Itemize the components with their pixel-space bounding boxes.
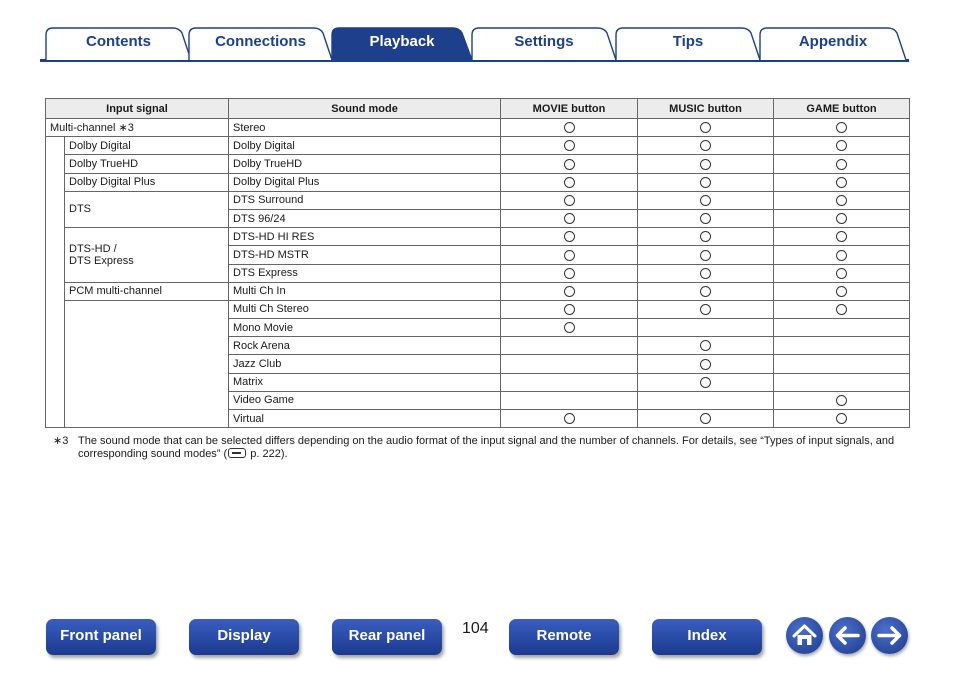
game-button-cell: [774, 155, 910, 173]
display-button[interactable]: Display: [189, 619, 299, 655]
top-tab-bar: [40, 27, 909, 62]
music-button-cell: [638, 300, 774, 318]
game-button-cell: [774, 191, 910, 209]
movie-button-cell: [501, 319, 638, 337]
header-movie-button: MOVIE button: [501, 99, 638, 119]
table-row: [46, 282, 910, 300]
table-row: [46, 228, 910, 246]
page-number: 104: [462, 620, 489, 637]
footnote-mark: ∗3: [53, 435, 69, 447]
movie-button-cell: [501, 391, 638, 409]
footnote-page-link[interactable]: p. 222).: [247, 448, 288, 460]
movie-button-cell: [501, 137, 638, 155]
input-signal-cell: Dolby Digital: [65, 137, 229, 155]
front-panel-button[interactable]: Front panel: [46, 619, 156, 655]
music-button-cell: [638, 173, 774, 191]
circle-mark-icon: [836, 395, 847, 406]
sound-mode-cell: DTS Express: [229, 264, 501, 282]
game-button-cell: [774, 209, 910, 227]
tab-label: Contents: [86, 33, 151, 50]
circle-mark-icon: [564, 122, 575, 133]
circle-mark-icon: [700, 359, 711, 370]
circle-mark-icon: [700, 177, 711, 188]
music-button-cell: [638, 119, 774, 137]
table-row: [46, 173, 910, 191]
sound-mode-cell: Mono Movie: [229, 319, 501, 337]
sound-mode-cell: Dolby Digital: [229, 137, 501, 155]
movie-button-cell: [501, 155, 638, 173]
circle-mark-icon: [700, 140, 711, 151]
sound-mode-cell: Rock Arena: [229, 337, 501, 355]
circle-mark-icon: [564, 177, 575, 188]
circle-mark-icon: [836, 213, 847, 224]
music-button-cell: [638, 137, 774, 155]
home-icon: [786, 617, 823, 654]
circle-mark-icon: [836, 122, 847, 133]
game-button-cell: [774, 319, 910, 337]
sound-mode-cell: Dolby TrueHD: [229, 155, 501, 173]
sound-mode-cell: Virtual: [229, 410, 501, 428]
circle-mark-icon: [564, 250, 575, 261]
input-signal-cell: Multi-channel ∗3: [46, 119, 229, 137]
footnote-text: [78, 435, 913, 461]
table-row: [46, 137, 910, 155]
table-row: [46, 119, 910, 137]
sound-mode-cell: DTS-HD HI RES: [229, 228, 501, 246]
tab-label: Settings: [514, 33, 574, 50]
empty-input-cell: [65, 300, 229, 427]
game-button-cell: [774, 300, 910, 318]
tab-tips[interactable]: [615, 27, 761, 60]
circle-mark-icon: [700, 304, 711, 315]
music-button-cell: [638, 209, 774, 227]
rear-panel-button[interactable]: Rear panel: [332, 619, 442, 655]
tab-connections[interactable]: [188, 27, 333, 60]
movie-button-cell: [501, 410, 638, 428]
tab-label: Tips: [672, 33, 704, 50]
tab-contents[interactable]: [45, 27, 192, 60]
sound-mode-cell: DTS-HD MSTR: [229, 246, 501, 264]
music-button-cell: [638, 191, 774, 209]
game-button-cell: [774, 337, 910, 355]
circle-mark-icon: [564, 159, 575, 170]
circle-mark-icon: [836, 268, 847, 279]
input-signal-cell: Dolby TrueHD: [65, 155, 229, 173]
circle-mark-icon: [564, 213, 575, 224]
forward-button[interactable]: [871, 617, 908, 654]
footnote-text-before: The sound mode that can be selected differs depending on the audio format of the input signal and the number of channels. For details, see “Types of input signals, and corresponding sound modes” (: [78, 435, 895, 460]
index-button[interactable]: Index: [652, 619, 762, 655]
circle-mark-icon: [564, 140, 575, 151]
table-header-row: [46, 99, 910, 119]
header-sound-mode: Sound mode: [229, 99, 501, 119]
circle-mark-icon: [564, 268, 575, 279]
back-button[interactable]: [829, 617, 866, 654]
tab-label: Appendix: [798, 33, 868, 50]
game-button-cell: [774, 119, 910, 137]
indent-cell: [46, 137, 65, 428]
sound-mode-cell: DTS Surround: [229, 191, 501, 209]
circle-mark-icon: [564, 195, 575, 206]
remote-button[interactable]: Remote: [509, 619, 619, 655]
circle-mark-icon: [700, 268, 711, 279]
circle-mark-icon: [836, 286, 847, 297]
input-signal-cell: Dolby Digital Plus: [65, 173, 229, 191]
arrow-right-icon: [871, 617, 908, 654]
input-signal-cell: DTS-HD / DTS Express: [65, 228, 229, 283]
circle-mark-icon: [564, 286, 575, 297]
music-button-cell: [638, 391, 774, 409]
arrow-left-icon: [829, 617, 866, 654]
music-button-cell: [638, 155, 774, 173]
circle-mark-icon: [700, 231, 711, 242]
circle-mark-icon: [700, 195, 711, 206]
circle-mark-icon: [836, 195, 847, 206]
sound-mode-cell: Matrix: [229, 373, 501, 391]
input-signal-cell: DTS: [65, 191, 229, 227]
circle-mark-icon: [836, 304, 847, 315]
movie-button-cell: [501, 373, 638, 391]
sound-mode-cell: Multi Ch Stereo: [229, 300, 501, 318]
sound-mode-cell: Jazz Club: [229, 355, 501, 373]
sound-mode-cell: Dolby Digital Plus: [229, 173, 501, 191]
circle-mark-icon: [836, 231, 847, 242]
music-button-cell: [638, 373, 774, 391]
circle-mark-icon: [564, 322, 575, 333]
movie-button-cell: [501, 355, 638, 373]
circle-mark-icon: [836, 140, 847, 151]
tab-playback[interactable]: [331, 27, 473, 60]
movie-button-cell: [501, 282, 638, 300]
input-signal-cell: PCM multi-channel: [65, 282, 229, 300]
circle-mark-icon: [836, 413, 847, 424]
movie-button-cell: [501, 337, 638, 355]
circle-mark-icon: [700, 159, 711, 170]
circle-mark-icon: [836, 250, 847, 261]
sound-mode-cell: Video Game: [229, 391, 501, 409]
game-button-cell: [774, 282, 910, 300]
music-button-cell: [638, 319, 774, 337]
circle-mark-icon: [700, 413, 711, 424]
game-button-cell: [774, 410, 910, 428]
game-button-cell: [774, 264, 910, 282]
music-button-cell: [638, 264, 774, 282]
game-button-cell: [774, 391, 910, 409]
table-body: [46, 119, 910, 428]
circle-mark-icon: [700, 250, 711, 261]
table-row: [46, 191, 910, 209]
game-button-cell: [774, 373, 910, 391]
circle-mark-icon: [564, 304, 575, 315]
header-game-button: GAME button: [774, 99, 910, 119]
game-button-cell: [774, 173, 910, 191]
sound-mode-table: [45, 98, 910, 428]
home-button[interactable]: [786, 617, 823, 654]
circle-mark-icon: [700, 286, 711, 297]
circle-mark-icon: [700, 377, 711, 388]
table-row: [46, 155, 910, 173]
movie-button-cell: [501, 119, 638, 137]
circle-mark-icon: [836, 159, 847, 170]
sound-mode-cell: DTS 96/24: [229, 209, 501, 227]
movie-button-cell: [501, 300, 638, 318]
header-music-button: MUSIC button: [638, 99, 774, 119]
tab-appendix[interactable]: [759, 27, 907, 60]
game-button-cell: [774, 246, 910, 264]
music-button-cell: [638, 282, 774, 300]
movie-button-cell: [501, 209, 638, 227]
music-button-cell: [638, 228, 774, 246]
game-button-cell: [774, 228, 910, 246]
tab-settings[interactable]: [471, 27, 617, 60]
circle-mark-icon: [564, 413, 575, 424]
page-reference-icon: [228, 448, 246, 458]
music-button-cell: [638, 337, 774, 355]
circle-mark-icon: [700, 340, 711, 351]
circle-mark-icon: [700, 122, 711, 133]
music-button-cell: [638, 410, 774, 428]
circle-mark-icon: [700, 213, 711, 224]
tab-label: Playback: [369, 33, 435, 50]
movie-button-cell: [501, 173, 638, 191]
movie-button-cell: [501, 228, 638, 246]
movie-button-cell: [501, 246, 638, 264]
tab-label: Connections: [215, 33, 306, 50]
footnote: [53, 435, 913, 461]
music-button-cell: [638, 246, 774, 264]
game-button-cell: [774, 355, 910, 373]
table-row: [46, 300, 910, 318]
circle-mark-icon: [564, 231, 575, 242]
movie-button-cell: [501, 264, 638, 282]
sound-mode-cell: Multi Ch In: [229, 282, 501, 300]
header-input-signal: Input signal: [46, 99, 229, 119]
sound-mode-cell: Stereo: [229, 119, 501, 137]
music-button-cell: [638, 355, 774, 373]
circle-mark-icon: [836, 177, 847, 188]
movie-button-cell: [501, 191, 638, 209]
game-button-cell: [774, 137, 910, 155]
